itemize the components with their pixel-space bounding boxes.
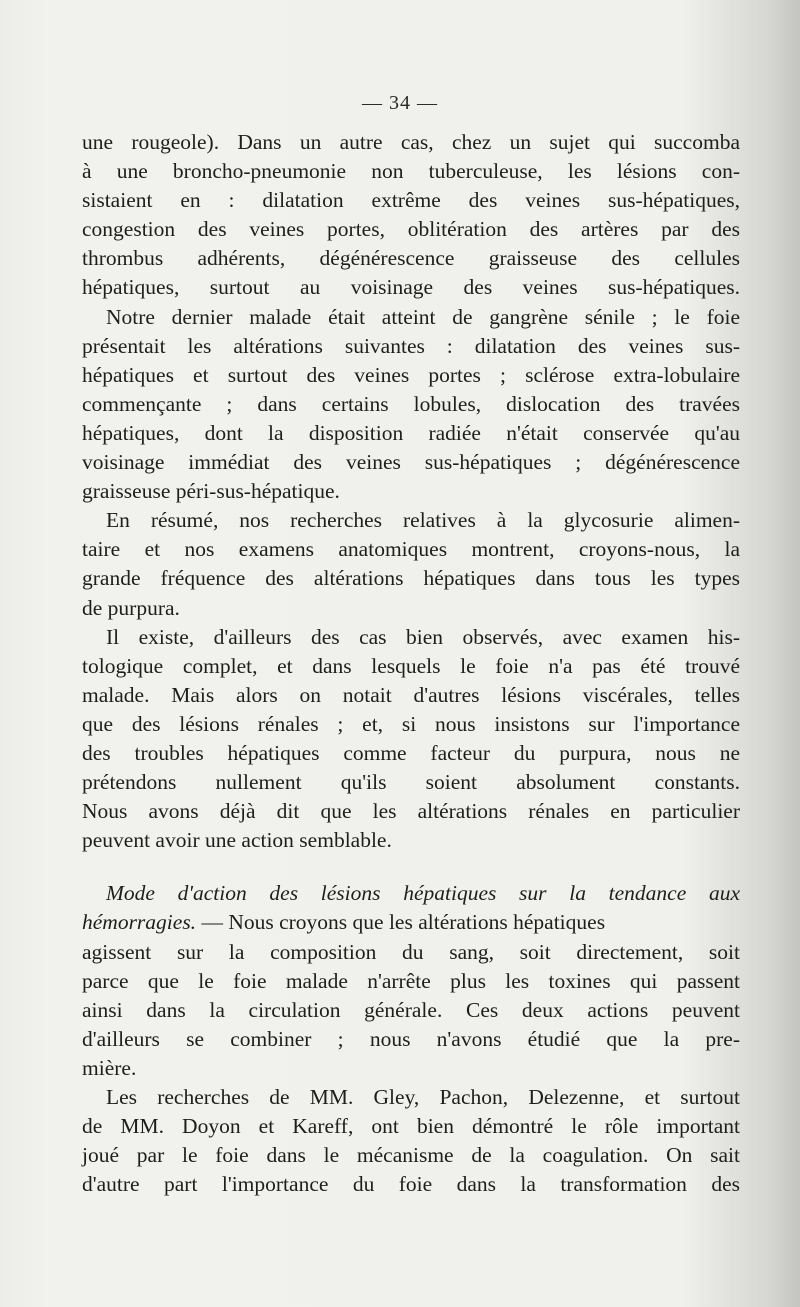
text-line: peuvent avoir une action semblable. — [82, 828, 392, 853]
text-line: hépatiques et surtout des veines portes ; sclérose extra-lobulaire — [82, 362, 740, 387]
text-line: malade. Mais alors on notait d'autres lésions viscérales, telles — [82, 682, 740, 707]
text-line: mière. — [82, 1055, 137, 1080]
text-line: commençante ; dans certains lobules, dislocation des travées — [82, 391, 740, 416]
text-line: graisseuse péri-sus-hépatique. — [82, 479, 340, 504]
section-heading-end: hémorragies. — [82, 910, 197, 935]
text-line: En résumé, nos recherches relatives à la glycosurie alimen- — [106, 508, 740, 533]
body-text — [82, 128, 740, 1199]
text-line: à une broncho-pneumonie non tuberculeuse, les lésions con- — [82, 159, 740, 184]
text-line: ainsi dans la circulation générale. Ces deux actions peuvent — [82, 997, 740, 1022]
text-line: Il existe, d'ailleurs des cas bien observés, avec examen his- — [106, 624, 740, 649]
text-line: taire et nos examens anatomiques montrent, croyons-nous, la — [82, 537, 740, 562]
text-line: grande fréquence des altérations hépatiques dans tous les types — [82, 566, 740, 591]
text-line: de purpura. — [82, 595, 180, 620]
text-line: Nous avons déjà dit que les altérations rénales en particulier — [82, 799, 740, 824]
text-line — [82, 908, 740, 937]
text-line: hépatiques, dont la disposition radiée n'était conservée qu'au — [82, 420, 740, 445]
text-line: sistaient en : dilatation extrême des veines sus-hépatiques, — [82, 188, 740, 213]
text-line: Les recherches de MM. Gley, Pachon, Delezenne, et surtout — [106, 1085, 740, 1109]
text-fragment: — Nous croyons que les altérations hépatiques — [196, 910, 606, 935]
text-line: une rougeole). Dans un autre cas, chez un sujet qui succomba — [82, 130, 740, 154]
text-line: Notre dernier malade était atteint de gangrène sénile ; le foie — [106, 304, 740, 329]
text-line: des troubles hépatiques comme facteur du purpura, nous ne — [82, 740, 740, 765]
paragraph-gap — [82, 855, 740, 879]
text-line: joué par le foie dans le mécanisme de la coagulation. On sait — [82, 1143, 740, 1168]
text-line: prétendons nullement qu'ils soient absolument constants. — [82, 770, 740, 795]
text-line: d'ailleurs se combiner ; nous n'avons étudié que la pre- — [82, 1026, 740, 1051]
text-line: de MM. Doyon et Kareff, ont bien démontré le rôle important — [82, 1114, 740, 1139]
text-line: hépatiques, surtout au voisinage des veines sus-hépatiques. — [82, 275, 740, 300]
section-heading-line: Mode d'action des lésions hépatiques sur la tendance aux — [106, 881, 740, 906]
text-line: que des lésions rénales ; et, si nous insistons sur l'importance — [82, 711, 740, 736]
text-line: voisinage immédiat des veines sus-hépatiques ; dégénérescence — [82, 450, 740, 475]
page-number: — 34 — — [362, 92, 438, 114]
text-line: congestion des veines portes, oblitération des artères par des — [82, 217, 740, 242]
text-line: présentait les altérations suivantes : dilatation des veines sus- — [82, 333, 740, 358]
text-line: agissent sur la composition du sang, soit directement, soit — [82, 939, 740, 964]
text-line: d'autre part l'importance du foie dans la transformation des — [82, 1172, 740, 1197]
text-line: thrombus adhérents, dégénérescence graisseuse des cellules — [82, 246, 740, 271]
text-line: parce que le foie malade n'arrête plus les toxines qui passent — [82, 968, 740, 993]
text-line: tologique complet, et dans lesquels le foie n'a pas été trouvé — [82, 653, 740, 678]
